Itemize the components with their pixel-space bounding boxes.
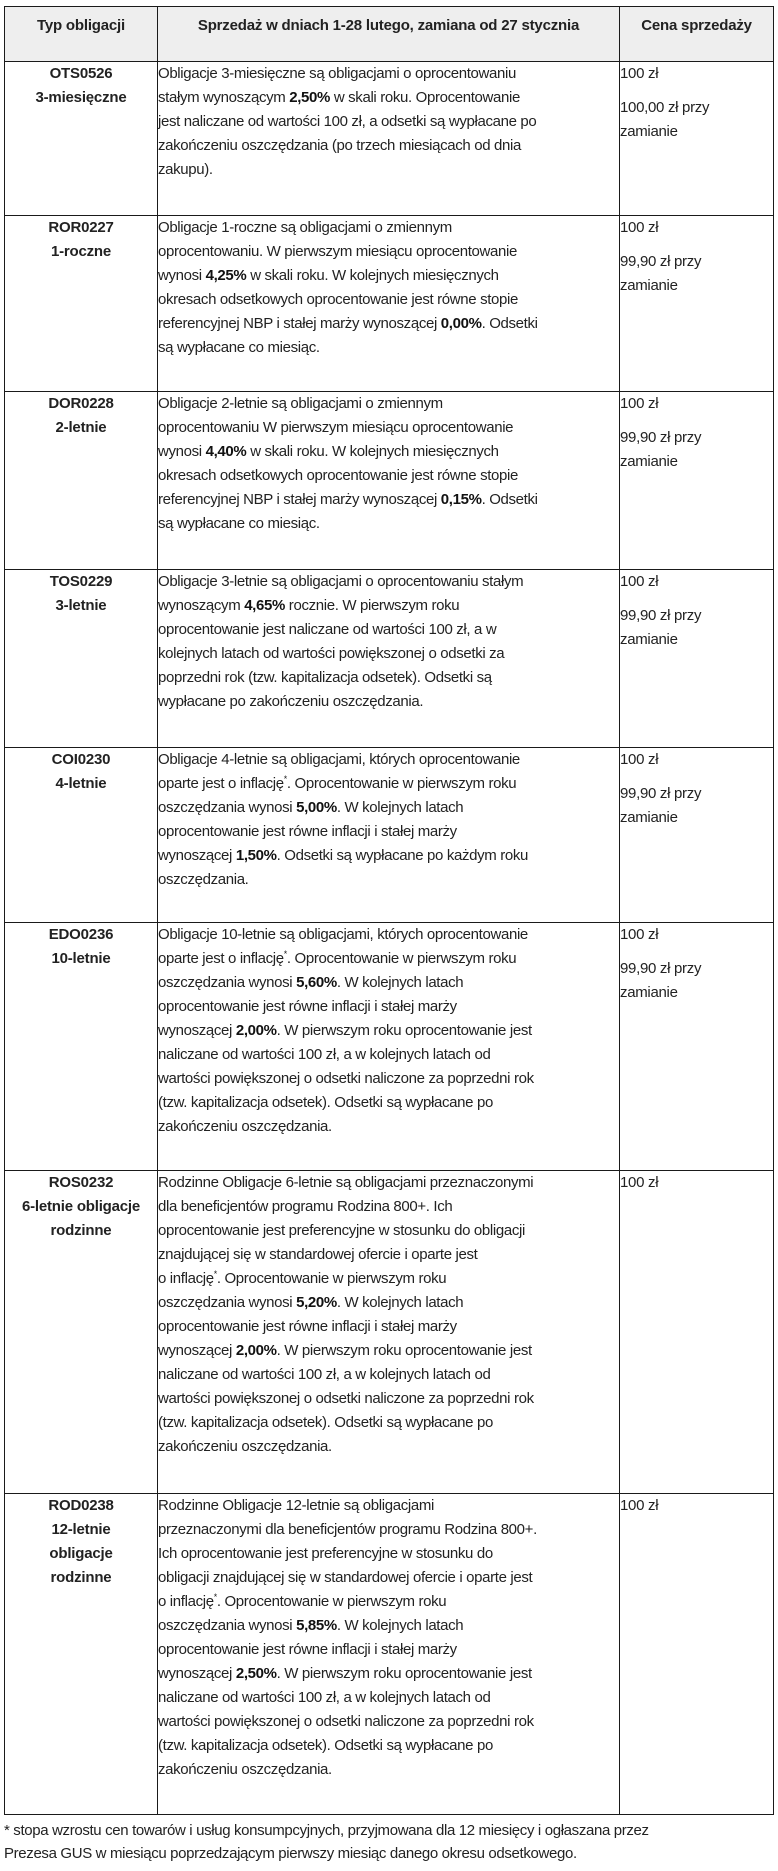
description-text: Ich oprocentowanie jest preferencyjne w stosunku do: [158, 1545, 493, 1562]
description-text: oparte jest o inflację: [158, 950, 284, 967]
description-line: [158, 1614, 619, 1638]
description-line: [158, 392, 619, 416]
description-text: wynoszącej: [158, 847, 236, 864]
description-text: oszczędzania wynosi: [158, 1617, 297, 1634]
exchange-price-line: 99,90 zł przy: [620, 607, 702, 624]
description-line: [158, 1662, 619, 1686]
interest-rate-value: 0,00%: [440, 315, 482, 332]
description-text: . W pierwszym roku oprocentowanie jest: [276, 1342, 532, 1359]
description-text: zakończeniu oszczędzania (po trzech miesiącach od dnia: [158, 137, 521, 154]
description-text: o inflację: [158, 1270, 214, 1287]
description-text: obligacji znajdującej się w standardowej ofercie i oparte jest: [158, 1569, 533, 1586]
bond-description-cell: [158, 62, 620, 216]
description-text: naliczane od wartości 100 zł, a w kolejnych latach od: [158, 1689, 491, 1706]
description-line: [158, 1195, 619, 1219]
description-line: [158, 1115, 619, 1139]
sale-price: 100 zł: [620, 926, 659, 943]
description-text: w skali roku. Oprocentowanie: [330, 89, 520, 106]
description-text: . Oprocentowanie w pierwszym roku: [286, 775, 517, 792]
table-row: [5, 748, 774, 923]
bond-description-cell: [158, 216, 620, 392]
interest-rate-value: 5,85%: [296, 1617, 337, 1634]
description-line: [158, 971, 619, 995]
bond-description-cell: [158, 1494, 620, 1815]
exchange-price-line: zamianie: [620, 123, 678, 140]
description-text: oprocentowanie jest równe inflacji i stałej marży: [158, 823, 457, 840]
bond-description-cell: [158, 1171, 620, 1494]
table-row: [5, 1171, 774, 1494]
bond-code: DOR0228: [48, 395, 114, 412]
table-row: [5, 216, 774, 392]
bond-description-cell: [158, 570, 620, 748]
description-line: [158, 1019, 619, 1043]
description-text: wynoszącej: [158, 1665, 236, 1682]
description-text: wypłacane po zakończeniu oszczędzania.: [158, 693, 424, 710]
description-line: [158, 820, 619, 844]
description-line: [158, 868, 619, 892]
interest-rate-value: 0,15%: [440, 491, 482, 508]
description-line: [158, 336, 619, 360]
bond-term: 3-letnie: [55, 597, 107, 614]
bond-type-cell: [5, 216, 158, 392]
description-text: o inflację: [158, 1593, 214, 1610]
description-line: [158, 1243, 619, 1267]
description-text: oprocentowanie jest równe inflacji i stałej marży: [158, 998, 457, 1015]
bond-term: 2-letnie: [55, 419, 107, 436]
description-text: Obligacje 4-letnie są obligacjami, których oprocentowanie: [158, 751, 520, 768]
description-line: [158, 134, 619, 158]
description-line: [158, 1518, 619, 1542]
description-line: [158, 240, 619, 264]
description-line: [158, 1091, 619, 1115]
description-line: [158, 1435, 619, 1459]
exchange-price-line: 100,00 zł przy: [620, 99, 710, 116]
description-line: [158, 312, 619, 336]
sale-price: 100 zł: [620, 219, 659, 236]
bond-type-cell: [5, 62, 158, 216]
description-text: . Odsetki: [481, 315, 538, 332]
bond-code: ROS0232: [48, 1174, 114, 1191]
description-text: rocznie. W pierwszym roku: [284, 597, 460, 614]
description-line: [158, 1758, 619, 1782]
bond-type-cell: [5, 570, 158, 748]
exchange-price-line: 99,90 zł przy: [620, 429, 702, 446]
exchange-price-line: zamianie: [620, 984, 678, 1001]
table-row: [5, 1494, 774, 1815]
description-text: poprzedni rok (tzw. kapitalizacja odsetek). Odsetki są: [158, 669, 492, 686]
bond-term: 4-letnie: [55, 775, 107, 792]
description-text: naliczane od wartości 100 zł, a w kolejnych latach od: [158, 1046, 491, 1063]
exchange-price-line: zamianie: [620, 809, 678, 826]
description-text: . Odsetki: [481, 491, 538, 508]
table-body: [5, 62, 774, 1815]
exchange-price-line: zamianie: [620, 631, 678, 648]
description-text: (tzw. kapitalizacja odsetek). Odsetki są wypłacane po: [158, 1737, 493, 1754]
description-text: oparte jest o inflację: [158, 775, 284, 792]
description-text: zakończeniu oszczędzania.: [158, 1761, 332, 1778]
exchange-price: [620, 426, 773, 474]
interest-rate-value: 5,60%: [296, 974, 337, 991]
description-line: [158, 1043, 619, 1067]
description-text: Rodzinne Obligacje 12-letnie są obligacjami: [158, 1497, 434, 1514]
bond-term: 3-miesięczne: [35, 89, 127, 106]
exchange-price-line: 99,90 zł przy: [620, 960, 702, 977]
bond-type-cell: [5, 392, 158, 570]
description-line: [158, 1566, 619, 1590]
description-line: [158, 1171, 619, 1195]
bond-code: EDO0236: [48, 926, 114, 943]
footnote-marker: *: [213, 1269, 217, 1279]
interest-rate-value: 5,00%: [296, 799, 337, 816]
sale-price-cell: [620, 748, 774, 923]
description-line: [158, 1686, 619, 1710]
description-text: oszczędzania wynosi: [158, 974, 297, 991]
description-line: [158, 216, 619, 240]
sale-price: 100 zł: [620, 1174, 659, 1191]
footnote-line: Prezesa GUS w miesiącu poprzedzającym pierwszy miesiąc danego okresu odsetkowego.: [4, 1845, 577, 1862]
bond-term: rodzinne: [50, 1569, 112, 1586]
description-line: [158, 570, 619, 594]
bond-term: obligacje: [49, 1545, 113, 1562]
description-line: [158, 464, 619, 488]
bond-code: ROD0238: [48, 1497, 114, 1514]
description-text: jest naliczane od wartości 100 zł, a odsetki są wypłacane po: [158, 113, 537, 130]
description-text: . W kolejnych latach: [336, 1617, 464, 1634]
sale-price: 100 zł: [620, 395, 659, 412]
exchange-price-line: zamianie: [620, 277, 678, 294]
description-text: wynosi: [158, 267, 206, 284]
description-line: [158, 110, 619, 134]
description-text: okresach odsetkowych oprocentowanie jest równe stopie: [158, 467, 518, 484]
description-text: Obligacje 3-letnie są obligacjami o oprocentowaniu stałym: [158, 573, 524, 590]
description-text: w skali roku. W kolejnych miesięcznych: [246, 443, 499, 460]
description-text: Obligacje 2-letnie są obligacjami o zmiennym: [158, 395, 443, 412]
bond-type-cell: [5, 1171, 158, 1494]
description-line: [158, 1542, 619, 1566]
bond-term: 12-letnie: [51, 1521, 111, 1538]
description-line: [158, 1710, 619, 1734]
description-line: [158, 995, 619, 1019]
interest-rate-value: 4,40%: [205, 443, 247, 460]
description-line: [158, 923, 619, 947]
table-row: [5, 923, 774, 1171]
footnote-marker: *: [283, 774, 287, 784]
description-text: są wypłacane co miesiąc.: [158, 339, 320, 356]
description-text: (tzw. kapitalizacja odsetek). Odsetki są wypłacane po: [158, 1414, 493, 1431]
description-text: . W kolejnych latach: [336, 974, 464, 991]
description-line: [158, 1411, 619, 1435]
description-text: naliczane od wartości 100 zł, a w kolejnych latach od: [158, 1366, 491, 1383]
description-text: wynoszącym: [158, 597, 245, 614]
description-text: zakończeniu oszczędzania.: [158, 1438, 332, 1455]
description-line: [158, 440, 619, 464]
description-text: oprocentowanie jest naliczane od wartości 100 zł, a w: [158, 621, 497, 638]
bond-description-cell: [158, 923, 620, 1171]
description-text: oszczędzania.: [158, 871, 249, 888]
description-line: [158, 1494, 619, 1518]
description-line: [158, 772, 619, 796]
description-text: przeznaczonymi dla beneficjentów programu Rodzina 800+.: [158, 1521, 537, 1538]
exchange-price: [620, 604, 773, 652]
description-text: . W pierwszym roku oprocentowanie jest: [276, 1665, 532, 1682]
description-line: [158, 512, 619, 536]
description-text: wartości powiększonej o odsetki naliczone za poprzedni rok: [158, 1390, 534, 1407]
description-text: zakupu).: [158, 161, 213, 178]
bond-code: ROR0227: [48, 219, 114, 236]
interest-rate-value: 2,00%: [235, 1342, 277, 1359]
bond-code: TOS0229: [49, 573, 113, 590]
description-text: Obligacje 1-roczne są obligacjami o zmiennym: [158, 219, 452, 236]
description-text: dla beneficjentów programu Rodzina 800+. Ich: [158, 1198, 453, 1215]
description-line: [158, 690, 619, 714]
interest-rate-value: 2,00%: [235, 1022, 277, 1039]
description-line: [158, 1339, 619, 1363]
header-sale-price: Cena sprzedaży: [620, 7, 774, 62]
bond-term: 10-letnie: [51, 950, 111, 967]
description-line: [158, 844, 619, 868]
sale-price-cell: [620, 1494, 774, 1815]
footnote-line: * stopa wzrostu cen towarów i usług konsumpcyjnych, przyjmowana dla 12 miesięcy i ogłaszana przez: [4, 1822, 649, 1839]
description-line: [158, 1638, 619, 1662]
exchange-price-line: 99,90 zł przy: [620, 785, 702, 802]
description-text: w skali roku. W kolejnych miesięcznych: [246, 267, 499, 284]
exchange-price: [620, 250, 773, 298]
description-line: [158, 416, 619, 440]
description-line: [158, 666, 619, 690]
footnote-marker: *: [283, 949, 287, 959]
description-line: [158, 594, 619, 618]
bond-description-cell: [158, 392, 620, 570]
description-text: zakończeniu oszczędzania.: [158, 1118, 332, 1135]
description-line: [158, 158, 619, 182]
exchange-price: [620, 782, 773, 830]
description-line: [158, 748, 619, 772]
description-line: [158, 86, 619, 110]
description-text: Obligacje 3-miesięczne są obligacjami o oprocentowaniu: [158, 65, 516, 82]
interest-rate-value: 4,65%: [244, 597, 285, 614]
sale-price-cell: [620, 570, 774, 748]
bond-type-cell: [5, 923, 158, 1171]
description-text: wynoszącej: [158, 1342, 236, 1359]
interest-rate-value: 2,50%: [289, 89, 331, 106]
description-text: . Oprocentowanie w pierwszym roku: [216, 1593, 447, 1610]
description-line: [158, 796, 619, 820]
description-text: . Oprocentowanie w pierwszym roku: [216, 1270, 447, 1287]
bond-offer-table: [4, 6, 774, 1815]
interest-rate-value: 1,50%: [235, 847, 277, 864]
description-text: Rodzinne Obligacje 6-letnie są obligacjami przeznaczonymi: [158, 1174, 534, 1191]
description-line: [158, 288, 619, 312]
description-text: wynoszącej: [158, 1022, 236, 1039]
description-text: (tzw. kapitalizacja odsetek). Odsetki są wypłacane po: [158, 1094, 493, 1111]
description-line: [158, 947, 619, 971]
interest-rate-value: 5,20%: [296, 1294, 337, 1311]
exchange-price-line: zamianie: [620, 453, 678, 470]
description-line: [158, 1363, 619, 1387]
description-line: [158, 642, 619, 666]
table-row: [5, 392, 774, 570]
description-line: [158, 264, 619, 288]
bond-code: OTS0526: [49, 65, 113, 82]
bond-type-cell: [5, 1494, 158, 1815]
description-line: [158, 618, 619, 642]
footnote-marker: *: [213, 1592, 217, 1602]
description-text: . Oprocentowanie w pierwszym roku: [286, 950, 517, 967]
sale-price: 100 zł: [620, 65, 659, 82]
description-text: oprocentowanie jest równe inflacji i stałej marży: [158, 1641, 457, 1658]
description-text: oszczędzania wynosi: [158, 799, 297, 816]
interest-rate-value: 4,25%: [205, 267, 247, 284]
bond-term: rodzinne: [50, 1222, 112, 1239]
description-line: [158, 62, 619, 86]
description-text: oprocentowaniu. W pierwszym miesiącu oprocentowanie: [158, 243, 517, 260]
exchange-price: [620, 96, 773, 144]
sale-price: 100 zł: [620, 751, 659, 768]
description-text: . W kolejnych latach: [336, 799, 464, 816]
description-line: [158, 1387, 619, 1411]
description-line: [158, 1590, 619, 1614]
bond-code: COI0230: [51, 751, 111, 768]
sale-price-cell: [620, 923, 774, 1171]
description-text: oszczędzania wynosi: [158, 1294, 297, 1311]
description-line: [158, 1315, 619, 1339]
table-header-row: [5, 7, 774, 62]
description-text: oprocentowaniu W pierwszym miesiącu oprocentowanie: [158, 419, 514, 436]
sale-price-cell: [620, 62, 774, 216]
interest-rate-value: 2,50%: [235, 1665, 277, 1682]
table-row: [5, 570, 774, 748]
sale-price-cell: [620, 1171, 774, 1494]
description-text: oprocentowanie jest preferencyjne w stosunku do obligacji: [158, 1222, 525, 1239]
sale-price-cell: [620, 392, 774, 570]
description-text: wartości powiększonej o odsetki naliczone za poprzedni rok: [158, 1070, 534, 1087]
description-text: . Odsetki są wypłacane po każdym roku: [276, 847, 528, 864]
description-text: wartości powiększonej o odsetki naliczone za poprzedni rok: [158, 1713, 534, 1730]
bond-type-cell: [5, 748, 158, 923]
footnote: [4, 1819, 774, 1865]
description-text: okresach odsetkowych oprocentowanie jest równe stopie: [158, 291, 518, 308]
sale-price: 100 zł: [620, 573, 659, 590]
exchange-price-line: 99,90 zł przy: [620, 253, 702, 270]
description-line: [158, 1291, 619, 1315]
description-text: są wypłacane co miesiąc.: [158, 515, 320, 532]
header-bond-type: Typ obligacji: [5, 7, 158, 62]
description-text: Obligacje 10-letnie są obligacjami, których oprocentowanie: [158, 926, 528, 943]
description-text: wynosi: [158, 443, 206, 460]
bond-description-cell: [158, 748, 620, 923]
description-text: kolejnych latach od wartości powiększonej o odsetki za: [158, 645, 505, 662]
bond-term: 6-letnie obligacje: [21, 1198, 141, 1215]
description-line: [158, 1267, 619, 1291]
description-line: [158, 1067, 619, 1091]
description-line: [158, 1734, 619, 1758]
description-text: referencyjnej NBP i stałej marży wynoszącej: [158, 315, 441, 332]
bond-term: 1-roczne: [50, 243, 112, 260]
description-text: oprocentowanie jest równe inflacji i stałej marży: [158, 1318, 457, 1335]
description-text: . W kolejnych latach: [336, 1294, 464, 1311]
table-row: [5, 62, 774, 216]
description-text: znajdującej się w standardowej ofercie i oparte jest: [158, 1246, 478, 1263]
description-text: stałym wynoszącym: [158, 89, 290, 106]
description-line: [158, 488, 619, 512]
sale-price: 100 zł: [620, 1497, 659, 1514]
description-text: . W pierwszym roku oprocentowanie jest: [276, 1022, 532, 1039]
description-text: referencyjnej NBP i stałej marży wynoszącej: [158, 491, 441, 508]
header-sale-period: Sprzedaż w dniach 1-28 lutego, zamiana od 27 stycznia: [158, 7, 620, 62]
sale-price-cell: [620, 216, 774, 392]
exchange-price: [620, 957, 773, 1005]
description-line: [158, 1219, 619, 1243]
